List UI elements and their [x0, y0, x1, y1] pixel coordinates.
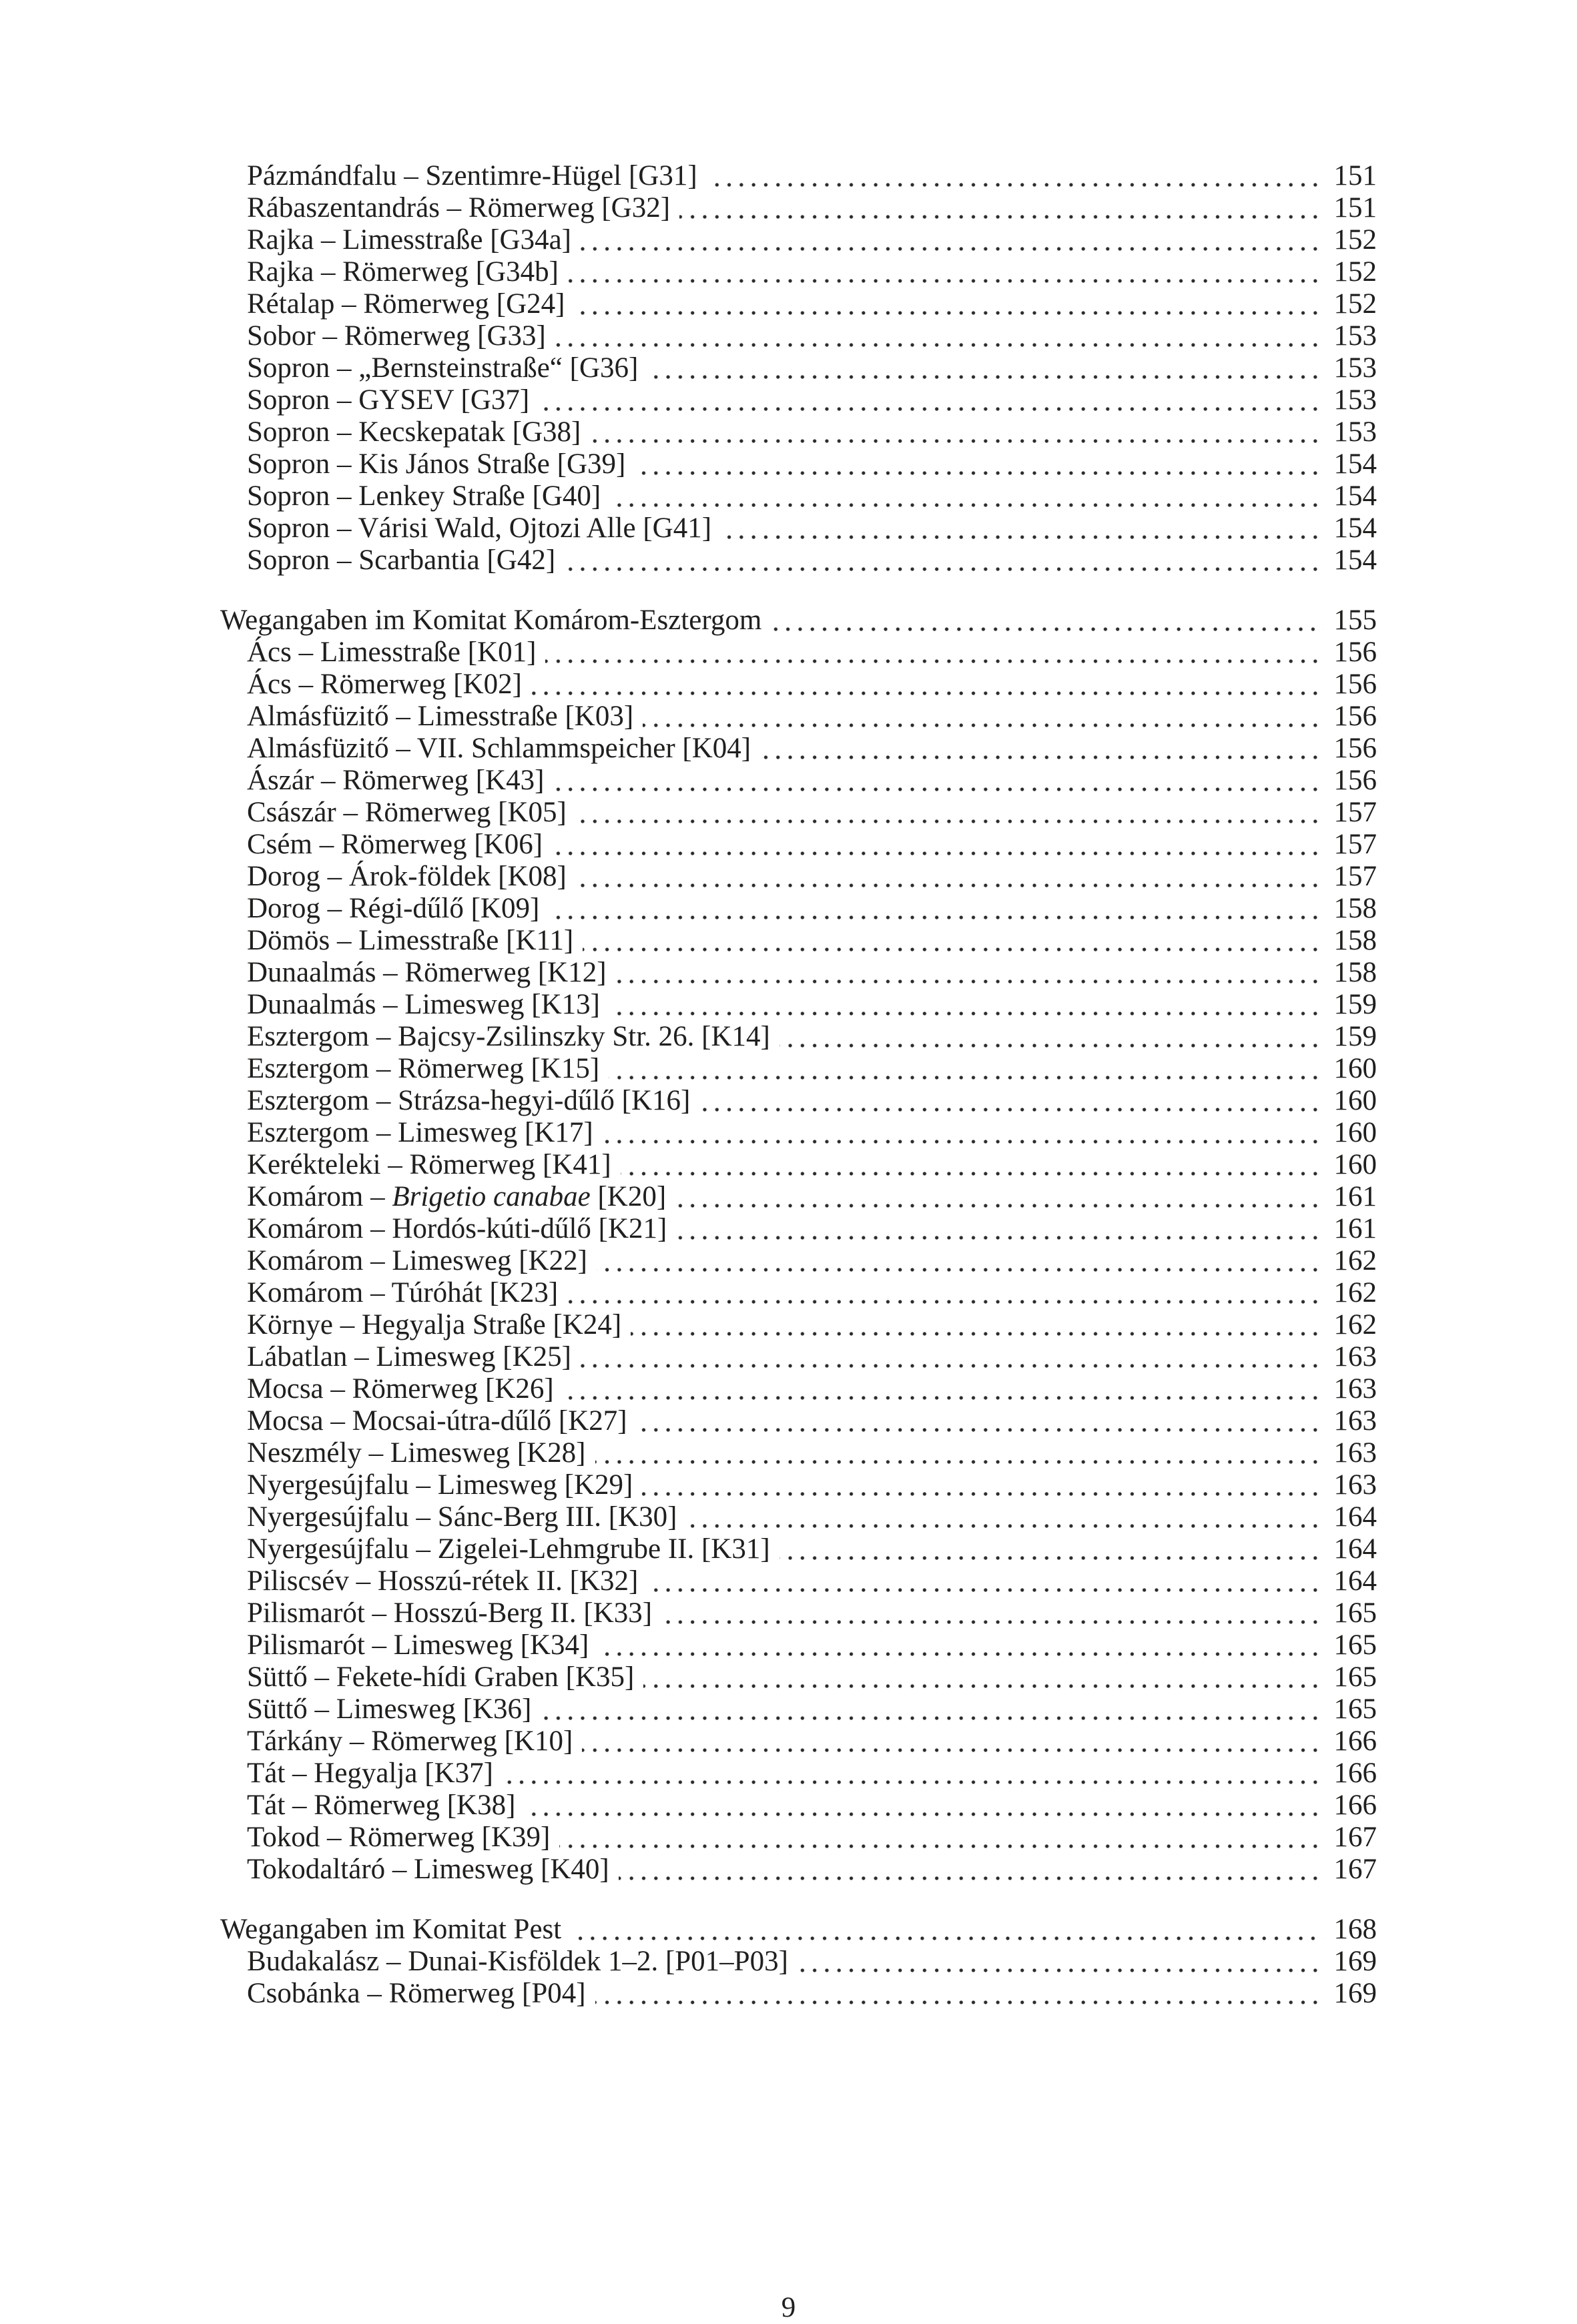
toc-entry-page: 153	[1323, 416, 1377, 448]
toc-entry-page: 160	[1323, 1053, 1377, 1085]
toc-entry-label: Sopron – Várisi Wald, Ojtozi Alle [G41]	[247, 512, 721, 544]
toc-row	[247, 1790, 1377, 1822]
toc-entry-page: 154	[1323, 480, 1377, 512]
toc-entry-label: Süttő – Limesweg [K36]	[247, 1693, 541, 1725]
toc-entry-page: 161	[1323, 1213, 1377, 1245]
toc-row	[247, 192, 1377, 224]
toc-entry-label: Dunaalmás – Limesweg [K13]	[247, 989, 609, 1021]
toc-entry-label: Piliscsév – Hosszú-rétek II. [K32]	[247, 1565, 647, 1597]
toc-entry-page: 156	[1323, 765, 1377, 797]
toc-row	[247, 765, 1377, 797]
toc-row	[247, 1437, 1377, 1469]
toc-row	[247, 480, 1377, 512]
toc-row	[247, 797, 1377, 829]
toc-entry-page: 163	[1323, 1469, 1377, 1501]
toc-entry-label: Tokod – Römerweg [K39]	[247, 1822, 559, 1854]
toc-row	[247, 544, 1377, 576]
toc-entry-page: 167	[1323, 1822, 1377, 1854]
toc-entry-page: 165	[1323, 1661, 1377, 1693]
toc-row	[247, 1469, 1377, 1501]
toc-entry-page: 161	[1323, 1181, 1377, 1213]
toc-row	[247, 1854, 1377, 1886]
toc-entry-page: 156	[1323, 733, 1377, 765]
toc-entry-label: Dorog – Árok-földek [K08]	[247, 861, 576, 893]
toc-entry-page: 152	[1323, 224, 1377, 256]
toc-row	[247, 1021, 1377, 1053]
toc-entry-label: Wegangaben im Komitat Komárom-Esztergom	[220, 605, 771, 637]
toc-row	[247, 1533, 1377, 1565]
toc-row	[247, 1405, 1377, 1437]
toc-row	[247, 352, 1377, 384]
toc-entry-page: 164	[1323, 1501, 1377, 1533]
toc-entry-label: Rajka – Limesstraße [G34a]	[247, 224, 581, 256]
toc-entry-label: Sopron – GYSEV [G37]	[247, 384, 539, 416]
toc-entry-label: Esztergom – Bajcsy-Zsilinszky Str. 26. [K14]	[247, 1021, 779, 1053]
toc-entry-page: 163	[1323, 1373, 1377, 1405]
toc-entry-label: Komárom – Túróhát [K23]	[247, 1277, 567, 1309]
toc-row	[247, 1725, 1377, 1758]
toc-entry-label: Pilismarót – Limesweg [K34]	[247, 1629, 598, 1661]
toc-row	[247, 160, 1377, 192]
toc-row	[247, 669, 1377, 701]
toc-row	[247, 1758, 1377, 1790]
toc-entry-page: 160	[1323, 1117, 1377, 1149]
toc-entry-page: 154	[1323, 544, 1377, 576]
toc-section	[220, 605, 1377, 1886]
toc-row	[247, 1629, 1377, 1661]
toc-row	[247, 1693, 1377, 1725]
toc-entry-page: 157	[1323, 797, 1377, 829]
toc-row	[247, 925, 1377, 957]
toc-entry-label: Környe – Hegyalja Straße [K24]	[247, 1309, 631, 1341]
toc-entry-label: Pázmándfalu – Szentimre-Hügel [G31]	[247, 160, 707, 192]
toc-entry-page: 157	[1323, 861, 1377, 893]
page-number: 9	[781, 2292, 796, 2323]
toc-entry-page: 164	[1323, 1533, 1377, 1565]
toc-row	[247, 1053, 1377, 1085]
toc-entry-page: 162	[1323, 1277, 1377, 1309]
toc-entry-label: Dorog – Régi-dűlő [K09]	[247, 893, 549, 925]
toc-entry-label: Komárom – Brigetio canabae [K20]	[247, 1181, 675, 1213]
toc-row	[247, 1309, 1377, 1341]
toc-row	[220, 1914, 1377, 1946]
toc-entry-label: Almásfüzitő – Limesstraße [K03]	[247, 701, 643, 733]
toc-entry-label: Süttő – Fekete-hídi Graben [K35]	[247, 1661, 643, 1693]
toc-entry-label: Kerékteleki – Römerweg [K41]	[247, 1149, 621, 1181]
toc-entry-label: Lábatlan – Limesweg [K25]	[247, 1341, 581, 1373]
toc-row	[247, 1565, 1377, 1597]
toc-entry-label: Sopron – „Bernsteinstraße“ [G36]	[247, 352, 647, 384]
toc-row	[247, 416, 1377, 448]
toc-row	[247, 861, 1377, 893]
toc-entry-page: 167	[1323, 1854, 1377, 1886]
toc-entry-page: 164	[1323, 1565, 1377, 1597]
toc-entry-page: 160	[1323, 1149, 1377, 1181]
toc-entry-label: Esztergom – Römerweg [K15]	[247, 1053, 609, 1085]
toc-entry-page: 158	[1323, 957, 1377, 989]
toc-entry-label: Csém – Römerweg [K06]	[247, 829, 552, 861]
toc-entry-label: Nyergesújfalu – Limesweg [K29]	[247, 1469, 642, 1501]
toc-entry-page: 162	[1323, 1245, 1377, 1277]
toc-row	[247, 1181, 1377, 1213]
toc-entry-label: Mocsa – Mocsai-útra-dűlő [K27]	[247, 1405, 637, 1437]
toc-entry-page: 165	[1323, 1597, 1377, 1629]
toc-entry-page: 151	[1323, 160, 1377, 192]
toc-entry-page: 156	[1323, 701, 1377, 733]
toc-entry-page: 154	[1323, 512, 1377, 544]
toc-entry-label: Csobánka – Römerweg [P04]	[247, 1978, 595, 2010]
toc	[220, 160, 1377, 2010]
toc-row	[247, 957, 1377, 989]
toc-entry-page: 152	[1323, 256, 1377, 288]
toc-row	[247, 733, 1377, 765]
toc-entry-label: Rábaszentandrás – Römerweg [G32]	[247, 192, 679, 224]
toc-entry-page: 153	[1323, 384, 1377, 416]
toc-row	[247, 1277, 1377, 1309]
toc-row	[220, 605, 1377, 637]
toc-entry-label: Sopron – Lenkey Straße [G40]	[247, 480, 610, 512]
toc-entry-label: Dömös – Limesstraße [K11]	[247, 925, 583, 957]
toc-section	[220, 1914, 1377, 2010]
toc-entry-label: Komárom – Limesweg [K22]	[247, 1245, 597, 1277]
toc-row	[247, 1501, 1377, 1533]
toc-row	[247, 1149, 1377, 1181]
toc-entry-page: 159	[1323, 1021, 1377, 1053]
toc-entry-label: Nyergesújfalu – Sánc-Berg III. [K30]	[247, 1501, 686, 1533]
toc-row	[247, 1946, 1377, 1978]
toc-entry-page: 168	[1323, 1914, 1377, 1946]
toc-entry-label: Esztergom – Limesweg [K17]	[247, 1117, 603, 1149]
toc-entry-label: Rétalap – Römerweg [G24]	[247, 288, 574, 320]
toc-entry-label: Ács – Römerweg [K02]	[247, 669, 531, 701]
toc-entry-page: 165	[1323, 1693, 1377, 1725]
toc-entry-label: Császár – Römerweg [K05]	[247, 797, 576, 829]
toc-row	[247, 1661, 1377, 1693]
toc-entry-page: 163	[1323, 1405, 1377, 1437]
toc-entry-page: 166	[1323, 1725, 1377, 1758]
toc-section	[220, 160, 1377, 576]
toc-entry-label: Esztergom – Strázsa-hegyi-dűlő [K16]	[247, 1085, 699, 1117]
toc-row	[247, 1085, 1377, 1117]
toc-entry-label: Sopron – Kecskepatak [G38]	[247, 416, 590, 448]
toc-entry-page: 155	[1323, 605, 1377, 637]
toc-row	[247, 512, 1377, 544]
toc-entry-page: 165	[1323, 1629, 1377, 1661]
toc-entry-label: Mocsa – Römerweg [K26]	[247, 1373, 563, 1405]
toc-row	[247, 1373, 1377, 1405]
toc-entry-page: 153	[1323, 320, 1377, 352]
toc-entry-page: 169	[1323, 1946, 1377, 1978]
toc-row	[247, 637, 1377, 669]
toc-entry-label: Sopron – Kis János Straße [G39]	[247, 448, 635, 480]
toc-entry-page: 162	[1323, 1309, 1377, 1341]
toc-row	[247, 1117, 1377, 1149]
toc-entry-label: Sobor – Römerweg [G33]	[247, 320, 555, 352]
toc-row	[247, 320, 1377, 352]
toc-entry-page: 166	[1323, 1758, 1377, 1790]
toc-entry-page: 151	[1323, 192, 1377, 224]
toc-row	[247, 989, 1377, 1021]
toc-row	[247, 288, 1377, 320]
toc-row	[247, 829, 1377, 861]
toc-row	[247, 1597, 1377, 1629]
toc-entry-page: 163	[1323, 1437, 1377, 1469]
toc-entry-label: Sopron – Scarbantia [G42]	[247, 544, 565, 576]
toc-entry-page: 156	[1323, 637, 1377, 669]
toc-entry-page: 157	[1323, 829, 1377, 861]
toc-entry-page: 160	[1323, 1085, 1377, 1117]
toc-row	[247, 448, 1377, 480]
toc-row	[247, 893, 1377, 925]
toc-row	[247, 1213, 1377, 1245]
toc-entry-label: Tát – Hegyalja [K37]	[247, 1758, 503, 1790]
toc-entry-label: Komárom – Hordós-kúti-dűlő [K21]	[247, 1213, 676, 1245]
toc-entry-label: Pilismarót – Hosszú-Berg II. [K33]	[247, 1597, 661, 1629]
toc-entry-page: 152	[1323, 288, 1377, 320]
toc-row	[247, 224, 1377, 256]
toc-entry-page: 153	[1323, 352, 1377, 384]
toc-entry-page: 158	[1323, 893, 1377, 925]
toc-entry-page: 154	[1323, 448, 1377, 480]
toc-row	[247, 701, 1377, 733]
toc-row	[247, 256, 1377, 288]
toc-entry-label: Tokodaltáró – Limesweg [K40]	[247, 1854, 619, 1886]
toc-entry-label: Nyergesújfalu – Zigelei-Lehmgrube II. [K31]	[247, 1533, 779, 1565]
toc-entry-label: Rajka – Römerweg [G34b]	[247, 256, 568, 288]
toc-entry-label: Dunaalmás – Römerweg [K12]	[247, 957, 616, 989]
toc-row	[247, 1341, 1377, 1373]
toc-row	[247, 1978, 1377, 2010]
toc-entry-page: 166	[1323, 1790, 1377, 1822]
toc-entry-page: 156	[1323, 669, 1377, 701]
toc-entry-label: Almásfüzitő – VII. Schlammspeicher [K04]	[247, 733, 760, 765]
toc-entry-label: Ászár – Römerweg [K43]	[247, 765, 553, 797]
toc-entry-label: Tát – Römerweg [K38]	[247, 1790, 525, 1822]
toc-entry-label: Budakalász – Dunai-Kisföldek 1–2. [P01–P03]	[247, 1946, 798, 1978]
toc-row	[247, 384, 1377, 416]
toc-entry-label: Ács – Limesstraße [K01]	[247, 637, 545, 669]
toc-entry-page: 169	[1323, 1978, 1377, 2010]
toc-entry-label: Neszmély – Limesweg [K28]	[247, 1437, 595, 1469]
toc-entry-page: 163	[1323, 1341, 1377, 1373]
toc-entry-page: 158	[1323, 925, 1377, 957]
toc-row	[247, 1822, 1377, 1854]
toc-row	[247, 1245, 1377, 1277]
toc-entry-page: 159	[1323, 989, 1377, 1021]
toc-entry-label: Tárkány – Römerweg [K10]	[247, 1725, 582, 1758]
toc-entry-label: Wegangaben im Komitat Pest	[220, 1914, 571, 1946]
